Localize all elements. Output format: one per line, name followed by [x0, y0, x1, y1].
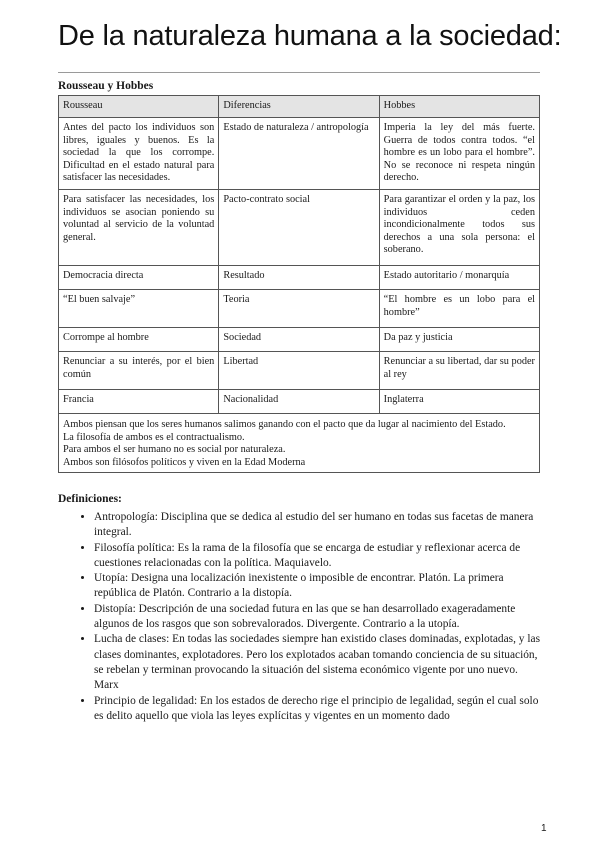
- table-row: [59, 352, 540, 390]
- cell-hobbes: Renunciar a su libertad, dar su poder al rey: [379, 352, 539, 390]
- header-rousseau: Rousseau: [59, 96, 219, 118]
- cell-rousseau: Para satisfacer las necesidades, los individuos se asocian poniendo su voluntad al servicio de la voluntad general.: [59, 190, 219, 266]
- definitions-heading: Definiciones:: [58, 493, 122, 505]
- comparison-table: [58, 95, 540, 473]
- summary-line: Para ambos el ser humano no es social por naturaleza.: [63, 444, 286, 456]
- table-row: [59, 328, 540, 352]
- cell-hobbes: Imperia la ley del más fuerte. Guerra de todos contra todos. “el hombre es un lobo para el hombre”. No se reconoce ni respeta ningún derecho.: [379, 118, 539, 190]
- table-row: [59, 266, 540, 290]
- list-item: • Principio de legalidad: En los estados de derecho rige el principio de legalidad, según el cual solo es delito aquello que viola las leyes explícitas y vigentes en un momento dado: [94, 694, 542, 725]
- table-row: [59, 190, 540, 266]
- table-row: [59, 118, 540, 190]
- cell-difference: Libertad: [219, 352, 379, 390]
- cell-hobbes: Estado autoritario / monarquía: [379, 266, 539, 290]
- cell-rousseau: Antes del pacto los individuos son libres, iguales y buenos. Es la sociedad la que los corrompe. Dificultad en el estado natural para satisfacer las necesidades.: [59, 118, 219, 190]
- summary-line: La filosofía de ambos es el contractualismo.: [63, 431, 245, 443]
- list-item: • Lucha de clases: En todas las sociedades siempre han existido clases dominadas, explotadas, y las clases dominantes, explotadores. Pero los explotados acaban tomando conciencia de su situación, se rebelan y terminan provocando la situación del sistema económico vigente por uno nuevo. Marx: [94, 632, 542, 693]
- cell-hobbes: “El hombre es un lobo para el hombre”: [379, 290, 539, 328]
- cell-difference: Teoria: [219, 290, 379, 328]
- cell-hobbes: Da paz y justicia: [379, 328, 539, 352]
- definitions-list: [58, 510, 542, 724]
- cell-difference: Nacionalidad: [219, 390, 379, 414]
- cell-hobbes: Para garantizar el orden y la paz, los individuos ceden incondicionalmente todos sus derechos a una sola persona: el soberano.: [379, 190, 539, 266]
- table-summary-row: [59, 414, 540, 473]
- cell-rousseau: “El buen salvaje”: [59, 290, 219, 328]
- cell-rousseau: Francia: [59, 390, 219, 414]
- cell-hobbes: Inglaterra: [379, 390, 539, 414]
- header-diferencias: Diferencias: [219, 96, 379, 118]
- header-hobbes: Hobbes: [379, 96, 539, 118]
- list-item: • Utopía: Designa una localización inexistente o imposible de encontrar. Platón. La primera república de Platón. Contrario a la distopía.: [94, 571, 542, 602]
- cell-difference: Sociedad: [219, 328, 379, 352]
- cell-rousseau: Democracia directa: [59, 266, 219, 290]
- list-item: • Antropología: Disciplina que se dedica al estudio del ser humano en todas sus facetas de manera integral.: [94, 510, 542, 541]
- table-row: [59, 290, 540, 328]
- page-number: 1: [541, 823, 547, 834]
- cell-rousseau: Renunciar a su interés, por el bien común: [59, 352, 219, 390]
- title-divider: [58, 72, 540, 73]
- table-row: [59, 390, 540, 414]
- list-item: • Filosofía política: Es la rama de la filosofía que se encarga de estudiar y reflexionar acerca de cuestiones relacionadas con la política. Maquiavelo.: [94, 541, 542, 572]
- summary-cell: [59, 414, 540, 473]
- cell-difference: Pacto-contrato social: [219, 190, 379, 266]
- section-heading: Rousseau y Hobbes: [58, 80, 154, 92]
- page-title: De la naturaleza humana a la sociedad:: [58, 20, 562, 52]
- cell-rousseau: Corrompe al hombre: [59, 328, 219, 352]
- cell-difference: Estado de naturaleza / antropología: [219, 118, 379, 190]
- table-header-row: [59, 96, 540, 118]
- summary-line: Ambos piensan que los seres humanos salimos ganando con el pacto que da lugar al nacimiento del Estado.: [63, 419, 506, 430]
- list-item: • Distopía: Descripción de una sociedad futura en las que se han desarrollado exageradamente algunos de los rasgos que son sobrevalorados. Divergente. Contrario a la utopía.: [94, 602, 542, 633]
- cell-difference: Resultado: [219, 266, 379, 290]
- summary-line: Ambos son filósofos políticos y viven en la Edad Moderna: [63, 456, 306, 468]
